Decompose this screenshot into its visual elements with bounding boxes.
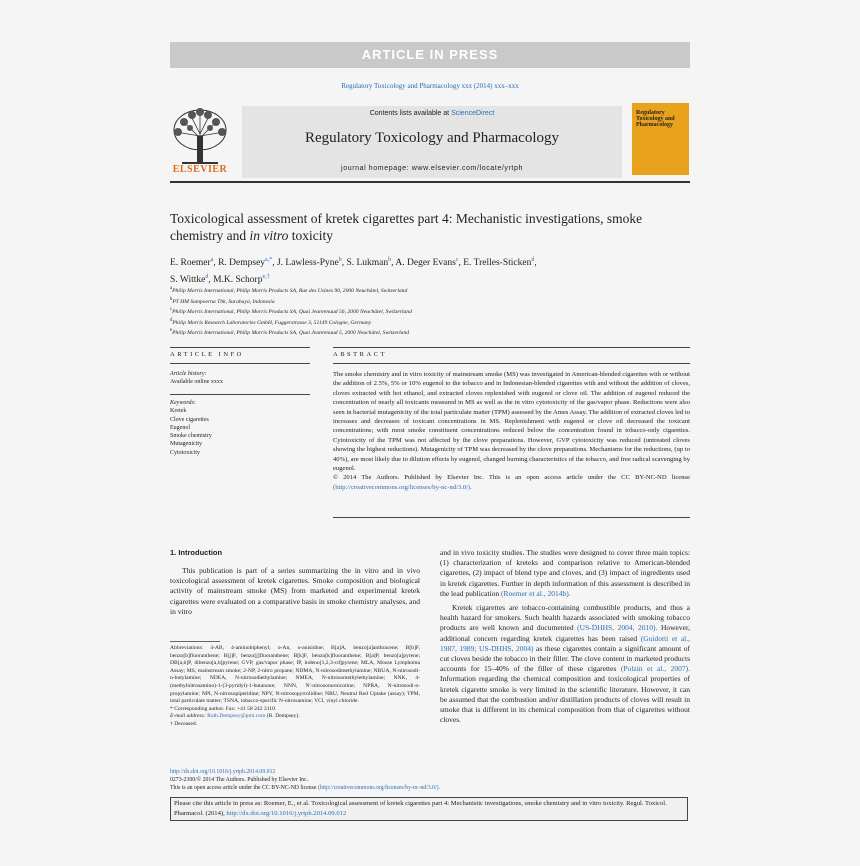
doi-link[interactable]: http://dx.doi.org/10.1016/j.yrtph.2014.09.012 bbox=[170, 769, 276, 775]
title-text-end: toxicity bbox=[288, 228, 333, 243]
affiliation-list bbox=[170, 285, 670, 338]
header-rule bbox=[170, 181, 690, 183]
issn-line: 0273-2300/© 2014 The Authors. Published by Elsevier Inc. bbox=[170, 777, 309, 784]
author-name[interactable]: E. Trelles-Sticken bbox=[463, 258, 532, 269]
footnote-deceased: † Deceased. bbox=[170, 720, 198, 727]
abstract-sub-rule bbox=[333, 363, 690, 364]
info-sub-rule bbox=[170, 363, 310, 364]
affiliation-marker: d bbox=[170, 317, 173, 323]
footnote-email-line bbox=[170, 713, 420, 721]
author-name[interactable]: S. Wittke bbox=[170, 275, 206, 286]
keyword: Mutagenicity bbox=[170, 441, 202, 448]
ref-roemer-2014b[interactable]: (Roemer et al., 2014b). bbox=[501, 588, 571, 598]
author-affiliation-marker[interactable]: e,† bbox=[262, 274, 270, 281]
contents-prefix: Contents lists available at bbox=[369, 110, 450, 117]
abstract-bottom-rule bbox=[333, 517, 690, 518]
ref-polzin[interactable]: (Polzin et al., 2007). bbox=[620, 664, 691, 674]
abstract-top-rule bbox=[333, 347, 690, 348]
article-title bbox=[170, 210, 670, 244]
info-top-rule bbox=[170, 347, 310, 348]
author-name[interactable]: J. Lawless-Pyne bbox=[276, 258, 339, 269]
affiliation-marker: a bbox=[170, 286, 173, 291]
keywords-rule bbox=[170, 394, 310, 395]
keyword: Smoke chemistry bbox=[170, 433, 212, 440]
history-label: Article history: bbox=[170, 371, 207, 377]
page-footer bbox=[170, 768, 690, 793]
title-italic: in vitro bbox=[249, 228, 289, 243]
author-affiliation-marker[interactable]: d bbox=[531, 257, 535, 263]
citation-box bbox=[170, 797, 688, 821]
intro-col2-text: However, additional concern regarding kretek cigarettes has been raised bbox=[440, 623, 691, 643]
footnote-rule bbox=[170, 641, 220, 642]
intro-column-2 bbox=[440, 548, 690, 725]
intro-col2-text: as these cigarettes contain a significant amount of cut cloves beside the tobacco in their filler. The clove content in marketed products accounts for 15–40% of the filler of these cigarettes bbox=[440, 643, 691, 674]
author-list: E. Roemer$^a$, R. Dempsey$^{a,*}$, J. Lawless-Pyne$^b$, S. Lukman$^b$, A. Deger Evans$^c$, E. Trelles-Sticken$^d$, S. Wittke$^d$, M.K. Schorp$^{e,\dagger}$ bbox=[170, 257, 537, 286]
author-name[interactable]: M.K. Schorp bbox=[213, 275, 263, 286]
author-affiliation-marker[interactable]: d bbox=[205, 274, 209, 281]
affiliation-text: PT HM Sampoerna Tbk, Surabaya, Indonesia bbox=[172, 298, 275, 305]
affiliation-marker: b bbox=[170, 296, 173, 302]
author-email-link[interactable]: Ruth.Dempsey@pmi.com bbox=[207, 713, 266, 720]
keyword: Eugenol bbox=[170, 424, 190, 431]
affiliation bbox=[170, 327, 670, 338]
title-text: Toxicological assessment of kretek cigarettes part 4: Mechanistic investigations, smoke chemistry and bbox=[170, 211, 643, 243]
keywords-label: Keywords: bbox=[170, 400, 196, 406]
author-affiliation-marker[interactable]: b bbox=[338, 257, 342, 263]
intro-col2-text: and in vivo toxicity studies. The studies were designed to cover three main topics: (1) characterization of kreteks and comparison relative to American-blended cigarettes, (2) impact of blend type and cloves, and (3) impact of ingredients used in kretek cigarettes. Further in depth information of this assessment is described in the lead publication bbox=[440, 548, 690, 598]
affiliation bbox=[170, 306, 670, 317]
keyword: Cytotoxicity bbox=[170, 449, 200, 456]
citation-doi-link[interactable]: http://dx.doi.org/10.1016/j.yrtph.2014.09.012 bbox=[226, 810, 347, 817]
affiliation-marker: e bbox=[170, 328, 173, 334]
ref-us-dhhs[interactable]: (US-DHHS, 2004, 2010). bbox=[577, 623, 658, 633]
author-name[interactable]: S. Lukman bbox=[346, 258, 389, 269]
email-suffix: (R. Dempsey). bbox=[266, 713, 300, 720]
license-link[interactable]: (http://creativecommons.org/licenses/by-nc-nd/3.0/). bbox=[333, 483, 472, 491]
keyword: Clove cigarettes bbox=[170, 416, 209, 423]
affiliation-text: Philip Morris Research Laboratories GmbH, Fuggerstrasse 3, 51149 Cologne, Germany bbox=[172, 319, 372, 326]
keyword: Kretek bbox=[170, 408, 187, 415]
copyright-text: © 2014 The Authors. Published by Elsevier Inc. This is an open access article under the CC BY-NC-ND license bbox=[333, 474, 690, 482]
abstract-body bbox=[333, 370, 690, 492]
journal-homepage[interactable]: journal homepage: www.elsevier.com/locate/yrtph bbox=[341, 165, 523, 172]
article-info-heading: ARTICLE INFO bbox=[170, 351, 244, 358]
author-name[interactable]: A. Deger Evans bbox=[395, 258, 456, 269]
history-value: Available online xxxx bbox=[170, 379, 223, 385]
oa-license-link[interactable]: (http://creativecommons.org/licenses/by-nc-nd/3.0/). bbox=[317, 785, 441, 792]
footnote-corresponding: * Corresponding author. Fax: +41 58 242 3110. bbox=[170, 705, 277, 712]
author-affiliation-marker[interactable]: b bbox=[388, 257, 392, 263]
author-name[interactable]: E. Roemer bbox=[170, 258, 211, 269]
affiliation-text: Philip Morris International, Philip Morris Products SA, Rue des Usines 90, 2000 Neuchâtel, Switzerland bbox=[172, 287, 408, 294]
affiliation bbox=[170, 296, 670, 307]
publisher-logo-text: ELSEVIER bbox=[172, 164, 228, 175]
affiliation bbox=[170, 317, 670, 328]
ref-guidotti[interactable]: (Guidotti et al., 1987, 1989; US-DHHS, 2004) bbox=[440, 633, 691, 653]
intro-col2-text: Kretek cigarettes are tobacco-containing combustible products, and thus a health hazard for smokers. Such health hazards associated with smoking tobacco products are well known and documented bbox=[440, 603, 690, 633]
author-affiliation-marker[interactable]: a,* bbox=[265, 257, 273, 263]
author-affiliation-marker[interactable]: c bbox=[455, 257, 459, 263]
journal-title: Regulatory Toxicology and Pharmacology bbox=[304, 130, 560, 146]
journal-reference[interactable]: Regulatory Toxicology and Pharmacology xxx (2014) xxx–xxx bbox=[341, 82, 519, 90]
intro-paragraph-1: This publication is part of a series summarizing the in vitro and in vivo toxicological assessment of kretek cigarettes. Smoke composition and biological activity of mainstream smoke (MS) from marketed and experimental kretek cigarettes were evaluated on a comparative basis in smoke chemistry analyses, and in vitro bbox=[170, 566, 420, 616]
article-in-press-banner: ARTICLE IN PRESS bbox=[170, 42, 690, 68]
footnote-abbreviations: Abbreviations: 4-AB, 4-aminobiphenyl; o-An, o-anisidine; B[a]A, benzo[a]anthracene; B[b]F, benzo[b]fluoranthene; B[j]F, benzo[j]fluoranthene; B[k]F, benzo[k]fluoranthene; B[a]P, benzo[a]pyrene; DB[a,h]P, dibenzo[a,h]pyrene; GVP, gas/vapor phase; IP, indeno[1,2,3-cd]pyrene; MLA, Mouse Lymphoma Assay; MS, mainstream smoke; 2-NP, 2-nitro propane; NDMA, N-nitrosodimethylamine; NBUA, N-nitrosodi-n-butylamine; NDEA, N-nitrosodiethylamine; NMEA, N-nitrosomethylethylamine; NNK, 4-(methylnitrosamino)-1-(3-pyridyl)-1-butanone; NNN, N'-nitrosonornicotine; NPRA, N-nitrosodi-n-propylamine; NPI, N-nitrosopiperidine; NPY, N-nitrosopyrrolidine; NRU, Neutral Red Uptake (assay); TPM, total particulate matter; TSNA, tobacco-specific N-nitrosamine; VCl, vinyl chloride. bbox=[170, 645, 420, 705]
author-affiliation-marker[interactable]: a bbox=[210, 257, 214, 263]
article-history bbox=[170, 370, 310, 386]
abstract-heading: ABSTRACT bbox=[333, 351, 387, 358]
section-heading-introduction: 1. Introduction bbox=[170, 548, 223, 557]
keywords bbox=[170, 399, 310, 457]
affiliation-marker: c bbox=[170, 307, 173, 313]
affiliation bbox=[170, 285, 670, 296]
affiliation-text: Philip Morris International, Philip Morris Products SA, Quai Jeanrenaud 56, 2000 Neuchâtel, Switzerland bbox=[172, 308, 412, 315]
affiliation-text: Philip Morris International, Philip Morris Products SA, Quai Jeanrenaud 5, 2000 Neuchâtel, Switzerland bbox=[172, 330, 410, 337]
citation-text: Please cite this article in press as: Roemer, E., et al. Toxicological assessment of kretek cigarettes part 4: Mechanistic investigations, smoke chemistry and in vitro toxicity. Regul. Toxicol. Pharmacol. (2014), bbox=[174, 800, 667, 817]
oa-prefix: This is an open access article under the CC BY-NC-ND license bbox=[170, 785, 317, 792]
email-label: E-mail address: bbox=[170, 713, 206, 720]
author-name[interactable]: R. Dempsey bbox=[218, 258, 266, 269]
abstract-text: The smoke chemistry and in vitro toxicity of mainstream smoke (MS) was investigated in American-blended cigarettes with or without the addition of 2.5%, 5% or 10% eugenol to the tobacco and in Indonesian-blended cigarettes with and without the addition of cloves, cloves extracted with hot ethanol, and extracted cloves replenished with eugenol or clove oil. The addition of eugenol reduced the concentration of nearly all toxicants measured in MS as well as the in vitro cytotoxicity of the gas/vapor phase. Reductions were also seen in bacterial mutagenicity of the total particulate matter (TPM) assessed by the Ames Assay. The addition of extracted cloves led to increases and decreases of toxicant concentrations in MS. Replenishment with eugenol or clove oil decreased the toxicant concentrations; with most smoke constituent concentrations reduced below the concentration found in tobacco-only cigarettes. Cytotoxicity of the TPM was not affected by the clove preparations. However, GVP cytotoxicity was reduced (untreated cloves showing the highest reductions). Mutagenicity of TPM was decreased by the clove preparations. Mechanisms for the reductions, (up to 40%), are most likely due to dilution effects by eugenol, changed burning characteristics of the tobacco, and free radical scavenging by eugenol. bbox=[333, 371, 690, 473]
footnotes bbox=[170, 645, 420, 729]
journal-cover-title: Regulatory Toxicology and Pharmacology bbox=[636, 110, 675, 128]
contents-line bbox=[242, 110, 622, 117]
intro-col2-text: Information regarding the chemical composition and toxicological properties of kretek cigarette smoke is very limited in the scientific literature. However, it can be assumed that the combustion and/or distillation products of cloves will result in smoke that is different in its chemical composition from that of cigarettes without cloves. bbox=[440, 674, 690, 725]
sciencedirect-link[interactable]: ScienceDirect bbox=[451, 110, 495, 117]
